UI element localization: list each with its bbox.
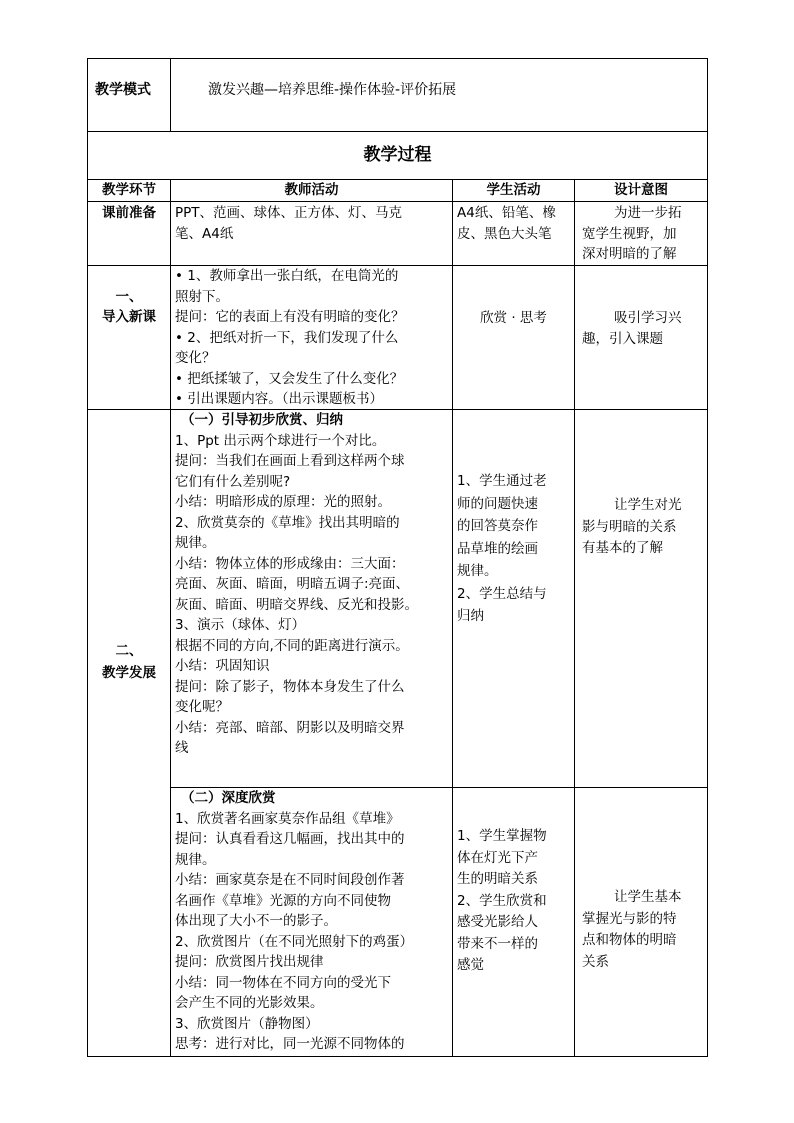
text-line: 有基本的了解 [582,540,663,556]
text-line: 皮、黑色大头笔 [457,225,552,242]
text-line: • 把纸揉皱了，又会发生了什么变化？ [175,370,404,387]
text-line: 1、学生通过老 [457,473,547,489]
text-line: 1、欣赏著名画家莫奈作品组《草堆》 [175,810,400,827]
text-line: 规律。 [175,851,216,868]
text-line: 小结：巩固知识 [175,658,270,674]
text-line: 影与明暗的关系 [582,518,677,535]
text-line: 提问：除了影子，物体本身发生了什么 [175,678,405,695]
text-line: 2、欣赏图片（在不同光照射下的鸡蛋） [175,933,414,950]
text-line: • 2、把纸对折一下，我们发现了什么 [175,329,399,346]
text-line: 提问：欣赏图片找出规律 [175,954,324,970]
text-line: • 引出课题内容。（出示课题板书） [175,391,384,407]
text-line: 灰面、暗面、明暗交界线、反光和投影。 [175,596,418,613]
text-line: 亮面、灰面、暗面，明暗五调子:亮面、 [175,576,410,592]
text-line: 关系 [582,953,609,970]
text-line: 品草堆的绘画 [457,540,538,557]
text-line: 让学生基本 [614,889,682,905]
text-line: 提问：认真看看这几幅画，找出其中的 [175,831,405,847]
text-line: 感受光影给人 [457,914,538,930]
text-line: 变化呢？ [175,699,229,715]
rule [170,179,171,1057]
rule [87,201,708,202]
text-line: • 1、教师拿出一张白纸，在电筒光的 [175,268,399,284]
prep-stage: 课前准备 [102,205,156,221]
text-line: 的回答莫奈作 [457,518,538,534]
develop-part1-student [457,470,572,628]
text-line: 会产生不同的光影效果。 [175,995,324,1011]
text-line: 宽学生视野，加 [582,225,677,242]
text-line: 感觉 [457,957,484,973]
text-line: PPT、范画、球体、正方体、灯、马克 [175,205,403,221]
intro-teacher [175,266,450,410]
text-line: 照射下。 [175,288,229,305]
develop-stage [88,640,170,684]
prep-intent [582,203,706,265]
text-line: 深对明暗的了解 [582,246,677,262]
text-line: 二、 [115,643,143,659]
text-line: A4纸、铅笔、橡 [457,205,556,221]
text-line: 1、学生掌握物 [457,828,547,844]
text-line: 小结：明暗形成的原理：光的照射。 [175,494,391,510]
rule [170,58,171,131]
text-line: 体在灯光下产 [457,849,538,866]
develop-part1-intent [582,495,706,560]
text-line: 规律。 [457,563,498,579]
text-line: 规律。 [175,535,216,551]
text-line: 思考：进行对比，同一光源不同物体的 [175,1036,405,1052]
text-line: 笔、A4纸 [175,225,234,242]
text-line: 2、欣赏莫奈的《草堆》找出其明暗的 [175,514,400,531]
text-line: 小结：亮部、暗部、阴影以及明暗交界 [175,719,405,736]
rule [87,58,708,59]
text-line: 它们有什么差别呢? [175,473,291,490]
header-stage: 教学环节 [102,182,156,198]
header-student: 学生活动 [486,182,541,198]
text-line: 变化？ [175,350,216,366]
text-line: 2、学生欣赏和 [457,892,547,909]
text-line: 归纳 [457,608,484,624]
text-line: 根据不同的方向,不同的距离进行演示。 [175,637,409,654]
text-line: 名画作《草堆》光源的方向不同使物 [175,892,391,909]
develop-part2-intent [582,887,706,973]
text-line: 生的明暗关系 [457,871,538,887]
text-line: 3、欣赏图片（静物图） [175,1015,319,1032]
intro-student: 欣赏 · 思考 [480,310,547,326]
text-line: 带来不一样的 [457,935,538,952]
header-teacher: 教师活动 [284,182,339,198]
text-line: 师的问题快速 [457,495,538,512]
text-line: 线 [175,740,189,756]
part2-title: （二）深度欣赏 [181,790,276,806]
text-line: 吸引学习兴 [614,310,682,326]
text-line: 提问：它的表面上有没有明暗的变化？ [175,309,405,325]
rule [707,58,708,1057]
text-line: 小结：同一物体在不同方向的受光下 [175,974,391,991]
text-line: 提问：当我们在画面上看到这样两个球 [175,453,405,469]
text-line: 体出现了大小不一的影子。 [175,913,337,929]
part1-title: （一）引导初步欣赏、归纳 [181,412,343,428]
text-line: 1、Ppt 出示两个球进行一个对比。 [175,432,386,449]
text-line: 2、学生总结与 [457,585,547,602]
rule [87,1056,708,1057]
text-line: 一、 [115,289,143,305]
mode-value: 激发兴趣—培养思维-操作体验-评价拓展 [208,82,457,98]
text-line: 3、演示（球体、灯） [175,617,306,633]
prep-teacher [175,203,450,244]
section-title: 教学过程 [363,145,432,165]
header-intent: 设计意图 [614,182,668,198]
develop-part1-teacher [175,410,451,759]
develop-part2-teacher [175,788,451,1055]
text-line: 掌握光与影的特 [582,910,677,927]
rule [574,179,575,1057]
prep-student [457,203,572,244]
rule [87,131,708,132]
intro-stage [88,287,170,327]
mode-label: 教学模式 [95,82,151,98]
text-line: 趣，引入课题 [582,330,663,347]
text-line: 小结：物体立体的形成缘由：三大面： [175,555,405,572]
text-line: 教学发展 [102,665,156,681]
text-line: 为进一步拓 [614,205,682,221]
text-line: 点和物体的明暗 [582,932,677,948]
text-line: 小结：画家莫奈是在不同时间段创作著 [175,872,405,888]
text-line: 让学生对光 [614,497,682,513]
text-line: 导入新课 [102,309,156,325]
intro-intent [582,308,706,349]
develop-part2-student [457,826,572,977]
